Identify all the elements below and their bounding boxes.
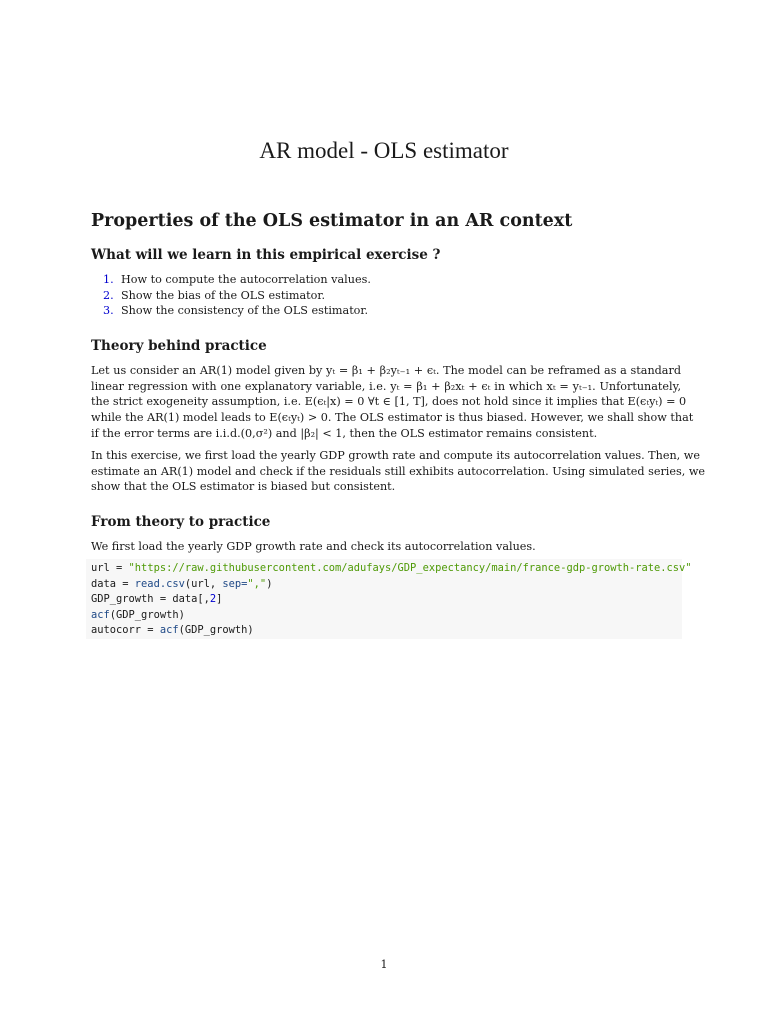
list-item: 2. Show the bias of the OLS estimator. xyxy=(103,288,326,302)
theory-heading: Theory behind practice xyxy=(91,338,267,354)
list-item: 3. Show the consistency of the OLS estimator. xyxy=(103,304,369,317)
section-heading: Properties of the OLS estimator in an AR context xyxy=(91,211,573,231)
code-text: url = "https://raw.githubusercontent.com/adufays/GDP_expectancy/main/france-gdp-growth-rate.csv" data = read.csv(url, sep=",") GDP_growth = data[,2] acf(GDP_growth) autocorr = acf(GDP_growth) xyxy=(91,562,692,637)
exercise-paragraph: In this exercise, we first load the yearly GDP growth rate and compute its autocorrelation values. Then, we estimate an AR(1) model and check if the residuals still exhibits autocorrelation. Using simulated series, we show that the OLS estimator is biased but consistent. xyxy=(91,449,706,494)
document-title: AR model - OLS estimator xyxy=(259,138,509,163)
practice-paragraph: We first load the yearly GDP growth rate and check its autocorrelation values. xyxy=(91,540,536,553)
learn-heading: What will we learn in this empirical exercise ? xyxy=(91,247,441,263)
list-item: 1. How to compute the autocorrelation values. xyxy=(103,273,371,286)
learn-list xyxy=(103,272,371,319)
page-number: 1 xyxy=(380,958,388,971)
practice-heading: From theory to practice xyxy=(91,514,271,530)
theory-paragraph: Let us consider an AR(1) model given by yₜ = β₁ + β₂yₜ₋₁ + ϵₜ. The model can be reframed as a standard linear regression with one explanatory variable, i.e. yₜ = β₁ + β₂xₜ + ϵₜ in which xₜ = yₜ₋₁. Unfortunately, the strict exogeneity assumption, i.e. E(ϵₜ|x) = 0 ∀t ∈ [1, T], does not hold since it implies that E(ϵₜyₜ) = 0 while the AR(1) model leads to E(ϵₜyₜ) > 0. The OLS estimator is thus biased. However, we shall show that if the error terms are i.i.d.(0,σ²) and |β₂| < 1, then the OLS estimator remains consistent. xyxy=(91,364,694,440)
